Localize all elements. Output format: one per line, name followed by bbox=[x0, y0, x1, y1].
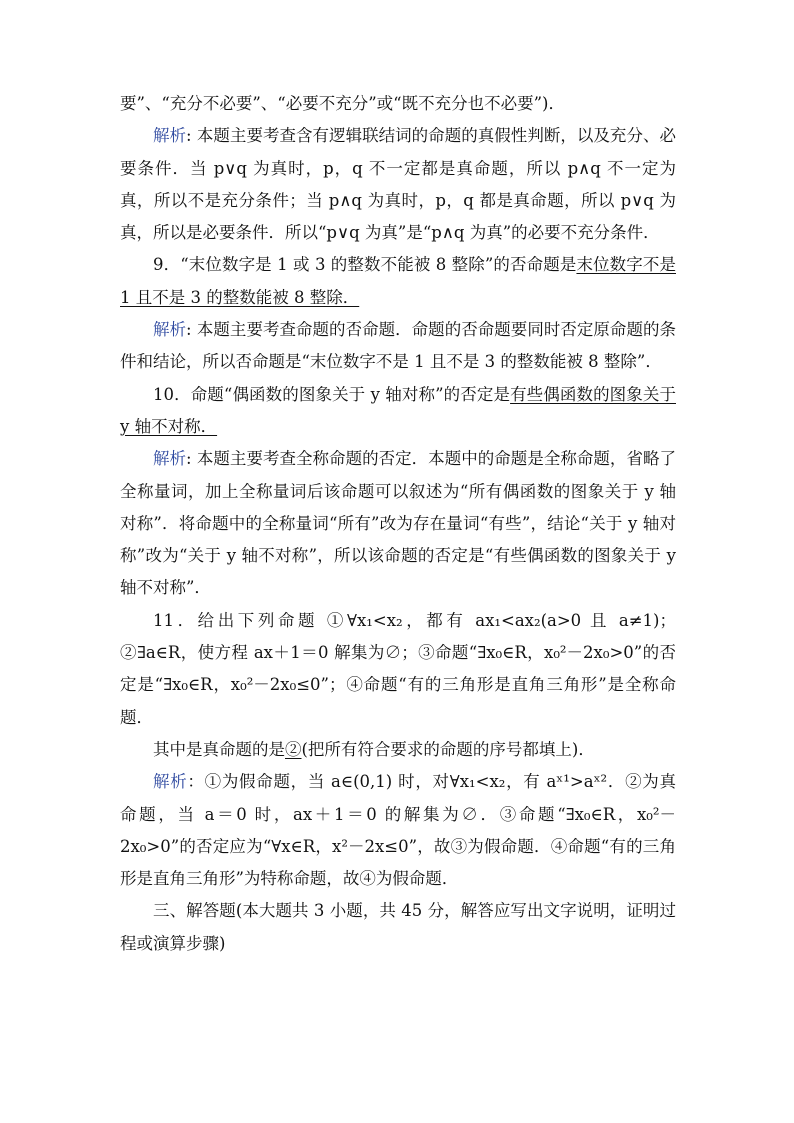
question-11: 11．给出下列命题 ①∀x₁<x₂，都有 ax₁<ax₂(a>0 且 a≠1)；②∃a∈R，使方程 ax＋1＝0 解集为∅；③命题“∃x₀∈R，x₀²－2x₀>0”的否定是“∃x₀∈R，x₀²－2x₀≤0”；④命题“有的三角形是直角三角形”是全称命题． bbox=[120, 610, 676, 727]
continued-line: 要”、“充分不必要”、“必要不充分”或“既不充分也不必要”)． bbox=[120, 94, 565, 113]
analysis-text-10: : 本题主要考查全称命题的否定．本题中的命题是全称命题，省略了全称量词，加上全称量词后该命题可以叙述为“所有偶函数的图象关于 y 轴对称”．将命题中的全称量词“所有”改为存在量词“有些”，结论“关于 y 轴对称”改为“关于 y 轴不对称”，所以该命题的否定是“有些偶函数的图象关于 y 轴不对称”． bbox=[120, 449, 676, 598]
analysis-label: 解析 bbox=[153, 449, 187, 469]
analysis-paragraph-9 bbox=[120, 314, 676, 379]
analysis-text-1: : 本题主要考查含有逻辑联结词的命题的真假性判断，以及充分、必要条件．当 p∨q 为真时，p，q 不一定都是真命题，所以 p∧q 不一定为真，所以不是充分条件；当 p∧q 为真时，p，q 都是真命题，所以 p∨q 为真，所以是必要条件．所以“p∨q 为真”是“p∧q 为真”的必要不充分条件． bbox=[120, 126, 676, 243]
question-9-text: 9．“末位数字是 1 或 3 的整数不能被 8 整除”的否命题是 bbox=[153, 255, 577, 275]
question-11-sub bbox=[120, 734, 676, 766]
analysis-label: 解析 bbox=[153, 320, 187, 340]
section-heading: 三、解答题(本大题共 3 小题，共 45 分，解答应写出文字说明，证明过程或演算步骤) bbox=[120, 901, 676, 953]
question-10 bbox=[120, 379, 676, 444]
question-11-tail: (把所有符合要求的命题的序号都填上)． bbox=[301, 739, 595, 759]
analysis-paragraph-1 bbox=[120, 120, 676, 249]
question-10-text: 10．命题“偶函数的图象关于 y 轴对称”的否定是 bbox=[153, 384, 511, 404]
question-9 bbox=[120, 249, 676, 314]
analysis-label: 解析 bbox=[153, 126, 187, 146]
document-page bbox=[120, 88, 676, 960]
analysis-label: 解析 bbox=[153, 772, 188, 792]
analysis-text-9: : 本题主要考查命题的否命题．命题的否命题要同时否定原命题的条件和结论，所以否命题是“末位数字不是 1 且不是 3 的整数能被 8 整除”． bbox=[120, 320, 676, 372]
analysis-text-11: ：①为假命题，当 a∈(0,1) 时，对∀x₁<x₂，有 aˣ¹>aˣ²．②为真命题，当 a＝0 时，ax＋1＝0 的解集为∅．③命题“∃x₀∈R，x₀²－2x₀>0”的否定应为“∀x∈R，x²－2x≤0”，故③为假命题．④命题“有的三角形是直角三角形”为特称命题，故④为假命题． bbox=[120, 772, 676, 889]
question-9-answer: 末位数字不是 1 且不是 3 的整数能被 8 整除． bbox=[120, 255, 676, 307]
analysis-paragraph-10 bbox=[120, 443, 676, 604]
question-10-answer: 有些偶函数的图象关于 y 轴不对称． bbox=[120, 384, 676, 436]
question-11-answer: ② bbox=[285, 739, 302, 759]
question-11-sub-text: 其中是真命题的是 bbox=[153, 739, 285, 759]
analysis-paragraph-11 bbox=[120, 766, 676, 895]
